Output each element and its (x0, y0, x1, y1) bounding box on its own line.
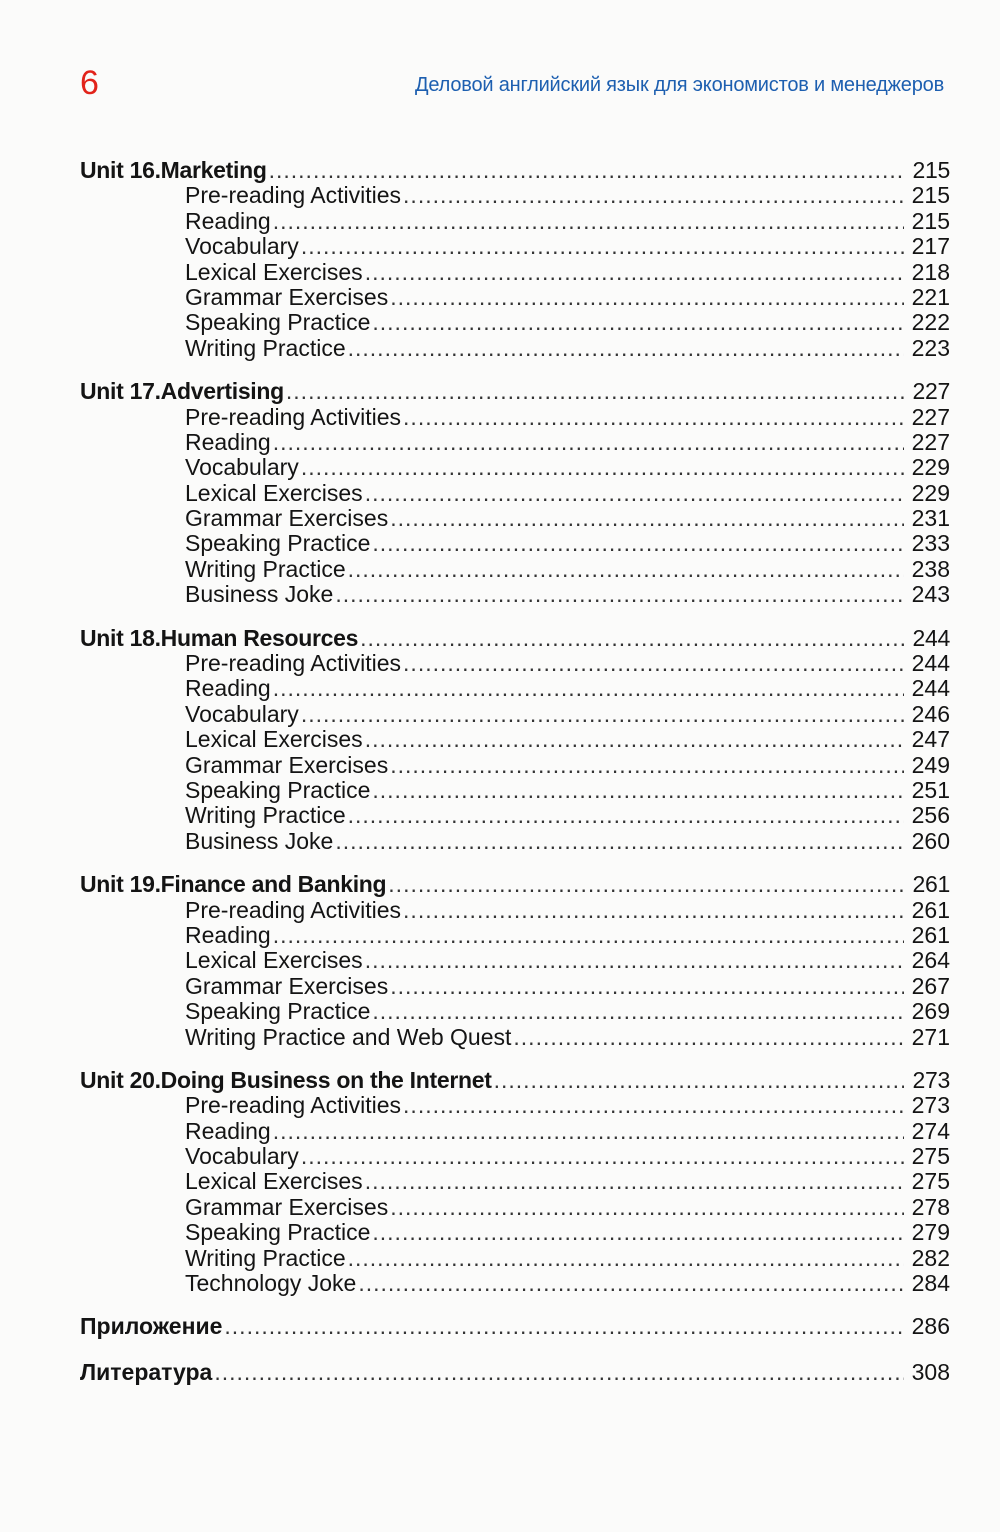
page-ref: 273 (912, 1066, 950, 1093)
running-header: Деловой английский язык для экономистов и менеджеров (415, 74, 944, 96)
page-ref: 244 (911, 675, 950, 702)
dot-leader (365, 1169, 904, 1194)
page-ref: 249 (911, 751, 950, 778)
dot-leader (273, 676, 904, 701)
toc-entry[interactable] (80, 803, 950, 828)
page-ref: 269 (911, 998, 950, 1025)
dot-leader (390, 753, 904, 778)
page-ref: 227 (912, 378, 950, 405)
toc-entry[interactable] (80, 829, 950, 854)
toc-entry[interactable] (80, 1271, 950, 1296)
toc-entry[interactable] (80, 260, 950, 285)
toc-label: Finance and Banking (160, 871, 387, 898)
dot-leader (403, 405, 904, 430)
page-ref: 227 (911, 403, 950, 430)
toc-entry[interactable] (80, 1246, 950, 1271)
dot-leader (358, 1271, 904, 1296)
toc-entry[interactable] (80, 1119, 950, 1144)
toc-label: Human Resources (160, 624, 359, 651)
dot-leader (360, 626, 904, 651)
toc-label: Business Joke (185, 581, 334, 608)
page-ref: 274 (911, 1117, 950, 1144)
unit-block (80, 872, 950, 1050)
unit-heading[interactable] (80, 158, 950, 183)
toc-label: Reading (185, 207, 271, 234)
dot-leader (301, 702, 904, 727)
toc-label: Pre-reading Activities (185, 182, 402, 209)
page-ref: 215 (911, 182, 950, 209)
toc-label: Writing Practice (185, 334, 346, 361)
toc-entry[interactable] (80, 481, 950, 506)
toc-entry[interactable] (80, 336, 950, 361)
toc-label: Doing Business on the Internet (160, 1066, 492, 1093)
toc-label: Pre-reading Activities (185, 403, 402, 430)
toc-label: Writing Practice (185, 1244, 346, 1271)
toc-entry[interactable] (80, 898, 950, 923)
toc-label: Lexical Exercises (185, 947, 363, 974)
page-ref: 261 (911, 921, 950, 948)
toc-label: Grammar Exercises (185, 505, 389, 532)
page-ref: 264 (911, 947, 950, 974)
toc-label: Grammar Exercises (185, 972, 389, 999)
page-ref: 275 (911, 1143, 950, 1170)
toc-label: Reading (185, 428, 271, 455)
page-ref: 215 (912, 157, 950, 183)
dot-leader (403, 898, 904, 923)
page-ref: 215 (911, 207, 950, 234)
unit-heading[interactable] (80, 1068, 950, 1093)
page-ref: 229 (911, 479, 950, 506)
page-ref: 267 (911, 972, 950, 999)
page-ref: 275 (911, 1168, 950, 1195)
dot-leader (390, 506, 904, 531)
toc-entry[interactable] (80, 209, 950, 234)
toc-label: Technology Joke (185, 1270, 357, 1297)
page-ref: 251 (911, 776, 950, 803)
toc-entry[interactable] (80, 183, 950, 208)
dot-leader (286, 379, 904, 404)
dot-leader (365, 948, 904, 973)
page-ref: 256 (911, 802, 950, 829)
toc-entry[interactable] (80, 1025, 950, 1050)
page-ref: 273 (911, 1092, 950, 1119)
toc-entry[interactable] (80, 1144, 950, 1169)
page-ref: 271 (911, 1023, 950, 1050)
page-ref: 261 (912, 871, 950, 898)
toc-label: Speaking Practice (185, 530, 371, 557)
dot-leader (273, 430, 904, 455)
toc-label: Reading (185, 1117, 271, 1144)
dot-leader (494, 1068, 904, 1093)
toc-label: Литература (80, 1358, 213, 1385)
dot-leader (224, 1314, 904, 1339)
toc-label: Pre-reading Activities (185, 650, 402, 677)
toc-label: Vocabulary (185, 1143, 299, 1170)
toc-label: Speaking Practice (185, 1219, 371, 1246)
page-ref: 261 (911, 896, 950, 923)
toc-entry[interactable] (80, 1093, 950, 1118)
page-ref: 233 (911, 530, 950, 557)
dot-leader (390, 974, 904, 999)
literature-entry[interactable] (80, 1360, 950, 1385)
unit-block (80, 1068, 950, 1297)
page-ref: 223 (911, 334, 950, 361)
dot-leader (388, 872, 904, 897)
dot-leader (365, 260, 904, 285)
page-ref: 279 (911, 1219, 950, 1246)
dot-leader (273, 923, 904, 948)
toc-label: Business Joke (185, 827, 334, 854)
page-ref: 217 (911, 233, 950, 260)
dot-leader (301, 455, 904, 480)
toc-entry[interactable] (80, 285, 950, 310)
toc-entry[interactable] (80, 727, 950, 752)
page-ref: 244 (911, 650, 950, 677)
dot-leader (403, 1093, 904, 1118)
dot-leader (390, 285, 904, 310)
toc-label: Vocabulary (185, 700, 299, 727)
dot-leader (372, 999, 904, 1024)
unit-heading[interactable] (80, 872, 950, 897)
page-ref: 238 (911, 555, 950, 582)
toc-label: Lexical Exercises (185, 1168, 363, 1195)
dot-leader (365, 481, 904, 506)
dot-leader (390, 1195, 904, 1220)
toc-label: Vocabulary (185, 233, 299, 260)
unit-number: Unit 17. (80, 378, 161, 405)
appendix-entry[interactable] (80, 1314, 950, 1339)
toc-entry[interactable] (80, 923, 950, 948)
toc-entry[interactable] (80, 234, 950, 259)
unit-number: Unit 19. (80, 871, 161, 898)
page-ref: 260 (911, 827, 950, 854)
table-of-contents (80, 158, 950, 1405)
toc-label: Reading (185, 675, 271, 702)
toc-label: Writing Practice and Web Quest (185, 1023, 512, 1050)
toc-entry[interactable] (80, 531, 950, 556)
unit-block (80, 379, 950, 608)
dot-leader (348, 1246, 904, 1271)
page-ref: 286 (911, 1313, 950, 1340)
toc-label: Lexical Exercises (185, 479, 363, 506)
toc-entry[interactable] (80, 1220, 950, 1245)
dot-leader (403, 183, 904, 208)
toc-label: Speaking Practice (185, 998, 371, 1025)
back-matter (80, 1314, 950, 1385)
page-ref: 222 (911, 309, 950, 336)
page-ref: 229 (911, 454, 950, 481)
dot-leader (301, 1144, 904, 1169)
toc-label: Speaking Practice (185, 309, 371, 336)
toc-entry[interactable] (80, 753, 950, 778)
dot-leader (348, 557, 904, 582)
unit-number: Unit 16. (80, 157, 161, 183)
toc-entry[interactable] (80, 651, 950, 676)
page-ref: 243 (911, 581, 950, 608)
toc-label: Grammar Exercises (185, 1193, 389, 1220)
page-ref: 308 (911, 1358, 950, 1385)
toc-label: Pre-reading Activities (185, 896, 402, 923)
toc-entry[interactable] (80, 582, 950, 607)
toc-entry[interactable] (80, 506, 950, 531)
toc-entry[interactable] (80, 974, 950, 999)
unit-number: Unit 18. (80, 624, 161, 651)
toc-entry[interactable] (80, 1195, 950, 1220)
dot-leader (273, 1119, 904, 1144)
toc-label: Marketing (160, 157, 267, 183)
toc-label: Advertising (160, 378, 284, 405)
toc-label: Pre-reading Activities (185, 1092, 402, 1119)
toc-label: Vocabulary (185, 454, 299, 481)
dot-leader (301, 234, 904, 259)
dot-leader (365, 727, 904, 752)
toc-entry[interactable] (80, 310, 950, 335)
unit-number: Unit 20. (80, 1066, 161, 1093)
page-ref: 221 (911, 283, 950, 310)
toc-entry[interactable] (80, 676, 950, 701)
unit-heading[interactable] (80, 379, 950, 404)
toc-entry[interactable] (80, 778, 950, 803)
page-number: 6 (80, 64, 99, 102)
dot-leader (372, 1220, 904, 1245)
toc-entry[interactable] (80, 702, 950, 727)
dot-leader (335, 582, 904, 607)
toc-entry[interactable] (80, 1169, 950, 1194)
toc-label: Writing Practice (185, 555, 346, 582)
dot-leader (335, 829, 904, 854)
page-ref: 227 (911, 428, 950, 455)
page-ref: 244 (912, 624, 950, 651)
dot-leader (372, 778, 904, 803)
unit-heading[interactable] (80, 626, 950, 651)
unit-block (80, 158, 950, 361)
toc-label: Reading (185, 921, 271, 948)
page-ref: 218 (911, 258, 950, 285)
dot-leader (513, 1025, 904, 1050)
toc-entry[interactable] (80, 405, 950, 430)
dot-leader (403, 651, 904, 676)
page-ref: 246 (911, 700, 950, 727)
page-ref: 278 (911, 1193, 950, 1220)
page-ref: 231 (911, 505, 950, 532)
dot-leader (273, 209, 904, 234)
toc-entry[interactable] (80, 999, 950, 1024)
dot-leader (372, 531, 904, 556)
unit-block (80, 626, 950, 855)
dot-leader (269, 158, 904, 183)
page-ref: 284 (911, 1270, 950, 1297)
toc-label: Приложение (80, 1313, 223, 1340)
toc-label: Speaking Practice (185, 776, 371, 803)
toc-entry[interactable] (80, 948, 950, 973)
page-ref: 247 (911, 726, 950, 753)
toc-label: Grammar Exercises (185, 751, 389, 778)
toc-entry[interactable] (80, 557, 950, 582)
toc-label: Grammar Exercises (185, 283, 389, 310)
page-ref: 282 (911, 1244, 950, 1271)
toc-label: Lexical Exercises (185, 726, 363, 753)
toc-label: Lexical Exercises (185, 258, 363, 285)
toc-entry[interactable] (80, 430, 950, 455)
dot-leader (348, 803, 904, 828)
toc-entry[interactable] (80, 455, 950, 480)
dot-leader (214, 1360, 904, 1385)
dot-leader (348, 336, 904, 361)
dot-leader (372, 310, 904, 335)
toc-label: Writing Practice (185, 802, 346, 829)
